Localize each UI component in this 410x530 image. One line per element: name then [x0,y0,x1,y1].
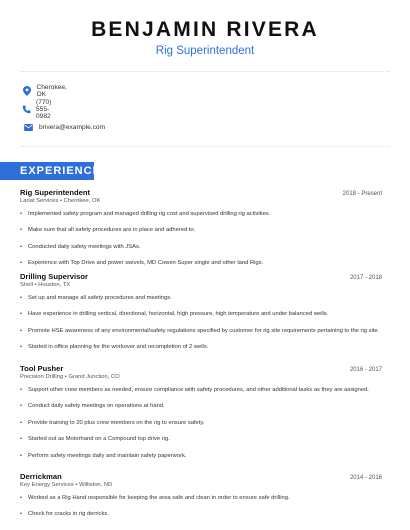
job-bullet: • Experience with Top Drive and power swivels, MD Cowen Super single and other land Rigs. [20,259,382,267]
job-entry [20,188,382,272]
job-dates: 2014 - 2016 [349,475,382,481]
job-bullet: • Worked as a Rig Hand responsible for keeping the area safe and clean in order to ensure safe drilling. [20,494,382,502]
job-company: Precision Drilling [20,374,64,380]
job-entry [20,364,382,472]
job-title: Rig Superintendent [20,188,91,197]
job-location: Houston, TX [38,282,71,288]
candidate-name: BENJAMIN RIVERA [91,18,319,41]
job-bullet: • Perform safety meetings daily and maintain safety paperwork. [20,452,382,460]
job-bullet: • Have experience in drilling vertical, directional, horizontal, high pressure, high temperature and under balanced wells. [20,310,382,318]
job-bullets [20,210,382,267]
job-dates: 2017 - 2018 [349,275,382,281]
job-entry [20,272,382,364]
job-location: Williston, ND [79,482,113,488]
envelope-icon [22,121,34,133]
job-bullets [20,386,382,460]
divider-top [20,71,390,72]
resume-header [0,0,410,57]
job-company: Shell [20,282,33,288]
job-title: Tool Pusher [20,364,64,373]
job-bullet: • Conduct daily safety meetings on operations at hand. [20,402,382,410]
job-company-line: Precision Drilling • Grand Junction, CO [20,374,120,380]
job-bullet: • Set up and manage all safety procedures and meetings. [20,294,382,302]
job-company-line: Key Energy Services • Williston, ND [20,482,113,488]
job-dates: 2016 - 2017 [349,367,382,373]
job-bullet: • Make sure that all safety procedures are in place and adhered to. [20,226,382,234]
job-bullets [20,494,382,518]
job-dates: 2018 - Present [342,191,382,197]
candidate-title: Rig Superintendent [155,45,255,57]
phone-text: (770) 555-0982 [36,98,52,120]
job-company: Key Energy Services [20,482,74,488]
job-bullet: • Started out as Motorhand on a Compound top drive rig. [20,435,382,443]
job-entry [20,472,382,518]
job-bullet: • Implemented safety program and managed drilling rig cost and supervised drilling rig activities. [20,210,382,218]
job-location: Grand Junction, CO [68,374,120,380]
phone-icon [22,103,31,115]
job-bullets [20,294,382,351]
contact-email[interactable] [22,118,105,136]
job-bullet: • Provide training to 20 plus crew members on the rig to ensure safety. [20,419,382,427]
job-company-line: Lariat Services • Cherokee, OK [20,198,101,204]
contact-location [22,82,69,100]
job-bullet: • Check for cracks in rig derricks. [20,510,382,518]
experience-heading: EXPERIENCE [0,162,94,180]
job-company: Lariat Services [20,198,59,204]
job-company-line: Shell • Houston, TX [20,282,71,288]
email-link[interactable]: brivera@example.com [39,123,106,131]
job-bullet: • Conducted daily safety meetings with JSAs. [20,243,382,251]
job-bullet: • Promote HSE awareness of any environmental/safety regulations specified by customer for rig site requirements pertaining to the rig site. [20,327,382,335]
contact-phone [22,100,54,118]
job-bullet: • Started in office planning for the workover and recompletion of 2 wells. [20,343,382,351]
job-bullet: • Support other crew members as needed, ensure compliance with safety procedures, and other additional tasks as they are assigned. [20,386,382,394]
divider-bottom [20,146,390,147]
job-title: Derrickman [20,472,62,481]
experience-list [20,188,382,527]
job-location: Cherokee, OK [63,198,101,204]
location-text: Cherokee, OK [36,84,67,98]
location-pin-icon [22,85,31,97]
job-title: Drilling Supervisor [20,272,88,281]
